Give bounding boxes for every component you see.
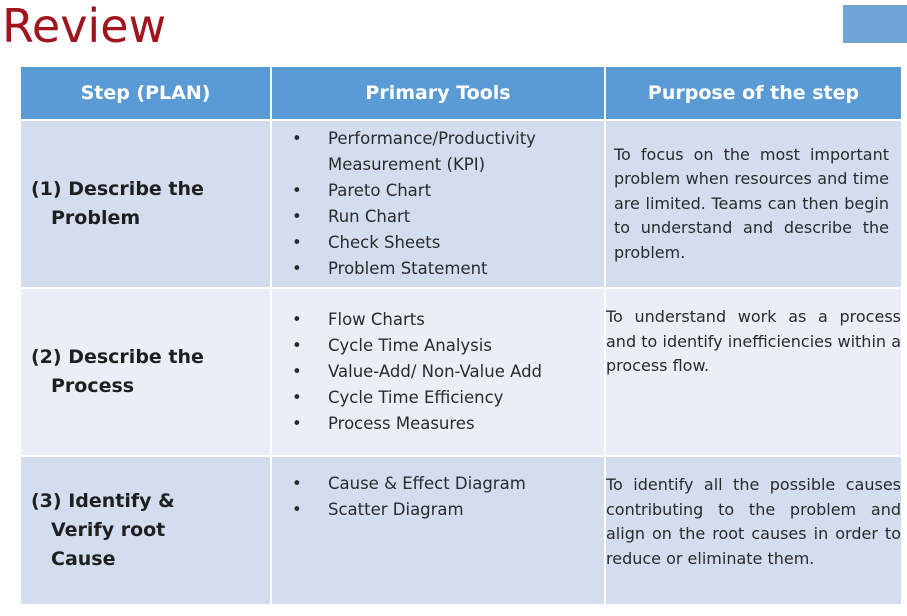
tools-list	[272, 307, 604, 437]
purpose-text: To understand work as a process and to identify inefficiencies within a process flow.	[606, 307, 901, 375]
tools-cell	[271, 288, 605, 456]
step-label-line1: (2) Describe the	[31, 346, 204, 368]
tool-item: • Performance/Productivity Measurement (KPI)	[292, 126, 604, 178]
header-step: Step (PLAN)	[21, 67, 271, 120]
header-purpose: Purpose of the step	[605, 67, 901, 120]
tool-item: • Cycle Time Analysis	[292, 333, 604, 359]
tools-cell	[271, 120, 605, 288]
tool-item: • Pareto Chart	[292, 178, 604, 204]
page-title: Review	[2, 0, 167, 53]
step-cell	[21, 288, 271, 456]
step-cell	[21, 456, 271, 604]
purpose-cell	[605, 120, 901, 288]
tool-item: • Check Sheets	[292, 230, 604, 256]
review-table	[21, 67, 901, 604]
tool-item: • Problem Statement	[292, 256, 604, 282]
step-label-line2: Verify root	[51, 519, 166, 541]
step-label-line1: (3) Identify &	[31, 490, 175, 512]
table-row	[21, 120, 901, 288]
tools-list	[272, 126, 604, 282]
tool-item: • Scatter Diagram	[292, 497, 604, 523]
step-label-line3: Cause	[51, 548, 116, 570]
purpose-text: To identify all the possible causes contributing to the problem and align on the root causes in order to reduce or eliminate them.	[606, 475, 901, 568]
purpose-cell	[605, 288, 901, 456]
tool-item: • Run Chart	[292, 204, 604, 230]
table-row	[21, 456, 901, 604]
purpose-cell	[605, 456, 901, 604]
table-header-row	[21, 67, 901, 120]
table-row	[21, 288, 901, 456]
step-cell	[21, 120, 271, 288]
tool-item: • Cycle Time Efficiency	[292, 385, 604, 411]
tools-cell	[271, 456, 605, 604]
step-label-line1: (1) Describe the	[31, 178, 204, 200]
tools-list	[272, 471, 604, 523]
purpose-text: To focus on the most important problem when resources and time are limited. Teams can then begin to understand and describe the problem.	[614, 144, 889, 262]
tool-item: • Process Measures	[292, 411, 604, 437]
step-label-line2: Problem	[51, 207, 141, 229]
corner-decoration	[843, 5, 907, 43]
tool-item: • Flow Charts	[292, 307, 604, 333]
tool-item: • Cause & Effect Diagram	[292, 471, 604, 497]
header-tools: Primary Tools	[271, 67, 605, 120]
step-label-line2: Process	[51, 375, 135, 397]
tool-item: • Value-Add/ Non-Value Add	[292, 359, 604, 385]
